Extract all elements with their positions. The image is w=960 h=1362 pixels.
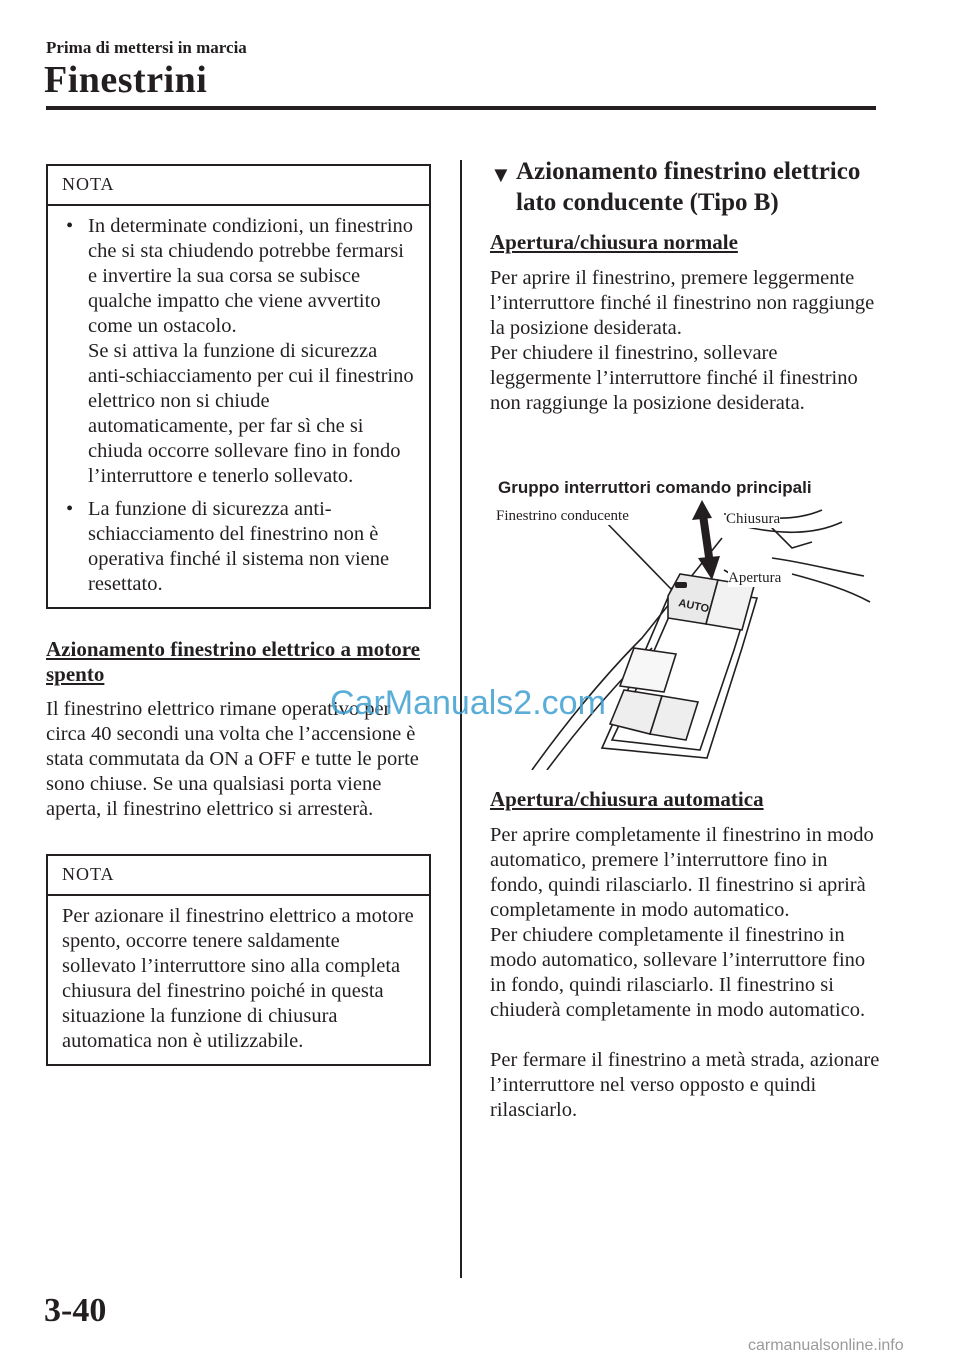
note-bullet-text: La funzione di sicurezza anti-schiacciamento del finestrino non è operativa finché il sistema non viene resettato. bbox=[88, 498, 390, 595]
left-column bbox=[46, 164, 431, 1066]
note-bullet-list bbox=[62, 214, 415, 597]
note-bullet-item bbox=[62, 497, 415, 597]
section-heading-text: Azionamento finestrino elettrico lato conducente (Tipo B) bbox=[516, 158, 861, 216]
section-title-normal: Apertura/chiusura normale bbox=[490, 230, 738, 254]
auto-text-open: Per aprire completamente il finestrino in modo automatico, premere l’interruttore fino in fondo, quindi rilasciarlo. Il finestrino si aprirà completamente in modo automatico. bbox=[490, 824, 874, 921]
auto-section bbox=[490, 787, 882, 1123]
engine-off-text: Il finestrino elettrico rimane operativo per circa 40 secondi una volta che l’accensione è stata commutata da ON a OFF e tutte le porte sono chiuse. Se una qualsiasi porta viene aperta, il finestrino elettrico si arresterà. bbox=[46, 698, 419, 820]
figure-caption: Gruppo interruttori comando principali bbox=[498, 478, 812, 497]
label-close: Chiusura bbox=[726, 511, 781, 527]
bullet-icon: • bbox=[66, 215, 74, 237]
note-bullet-item bbox=[62, 214, 415, 489]
section-title-auto: Apertura/chiusura automatica bbox=[490, 787, 764, 811]
watermark: CarManuals2.com bbox=[330, 684, 606, 722]
note-text-2: Per azionare il finestrino elettrico a motore spento, occorre tenere saldamente sollevato l’interruttore sino alla completa chiusura del finestrino poiché in questa situazione la funzione di chiusura automatica non è utilizzabile. bbox=[62, 905, 414, 1052]
bullet-icon: • bbox=[66, 498, 74, 520]
note-label-1: NOTA bbox=[48, 166, 429, 206]
note-bullet-text: Se si attiva la funzione di sicurezza anti-schiacciamento per cui il finestrino elettrico non si chiude automaticamente, per far sì che si chiuda occorre sollevare fino in fondo l’interruttore e tenerlo sollevato. bbox=[88, 340, 414, 487]
note-body-2 bbox=[48, 896, 429, 1064]
note-bullet-text: In determinate condizioni, un finestrino che si sta chiudendo potrebbe fermarsi e invertire la sua corsa se subisce qualche impatto che viene avvertito come un ostacolo. bbox=[88, 215, 414, 337]
auto-text-close: Per chiudere completamente il finestrino in modo automatico, sollevare l’interruttore fino in fondo, quindi rilasciarlo. Il finestrino si chiuderà completamente in modo automatico. bbox=[490, 924, 866, 1021]
note-label-2: NOTA bbox=[48, 856, 429, 896]
note-box-1 bbox=[46, 164, 431, 609]
note-box-2 bbox=[46, 854, 431, 1066]
label-open: Apertura bbox=[728, 570, 782, 586]
page-number: 3-40 bbox=[44, 1292, 107, 1329]
auto-switch-label: AUTO bbox=[677, 597, 711, 616]
header-rule bbox=[46, 106, 876, 110]
section-heading bbox=[490, 156, 882, 218]
triangle-marker-icon: ▼ bbox=[490, 162, 512, 187]
normal-text-open: Per aprire il finestrino, premere leggermente l’interruttore finché il finestrino non raggiunge la posizione desiderata. bbox=[490, 267, 875, 339]
normal-text-close: Per chiudere il finestrino, sollevare leggermente l’interruttore finché il finestrino non raggiunge la posizione desiderata. bbox=[490, 342, 858, 414]
section-label: Prima di mettersi in marcia bbox=[46, 38, 247, 57]
note-body-1 bbox=[48, 206, 429, 607]
page-title: Finestrini bbox=[44, 59, 208, 101]
footer-watermark: carmanualsonline.info bbox=[748, 1337, 904, 1354]
label-driver-window: Finestrino conducente bbox=[496, 508, 629, 524]
right-column bbox=[490, 156, 882, 416]
switch-figure bbox=[492, 478, 872, 770]
section-title-engine-off: Azionamento finestrino elettrico a motore spento bbox=[46, 637, 421, 686]
auto-text-stop: Per fermare il finestrino a metà strada, azionare l’interruttore nel verso opposto e quindi rilasciarlo. bbox=[490, 1049, 880, 1121]
